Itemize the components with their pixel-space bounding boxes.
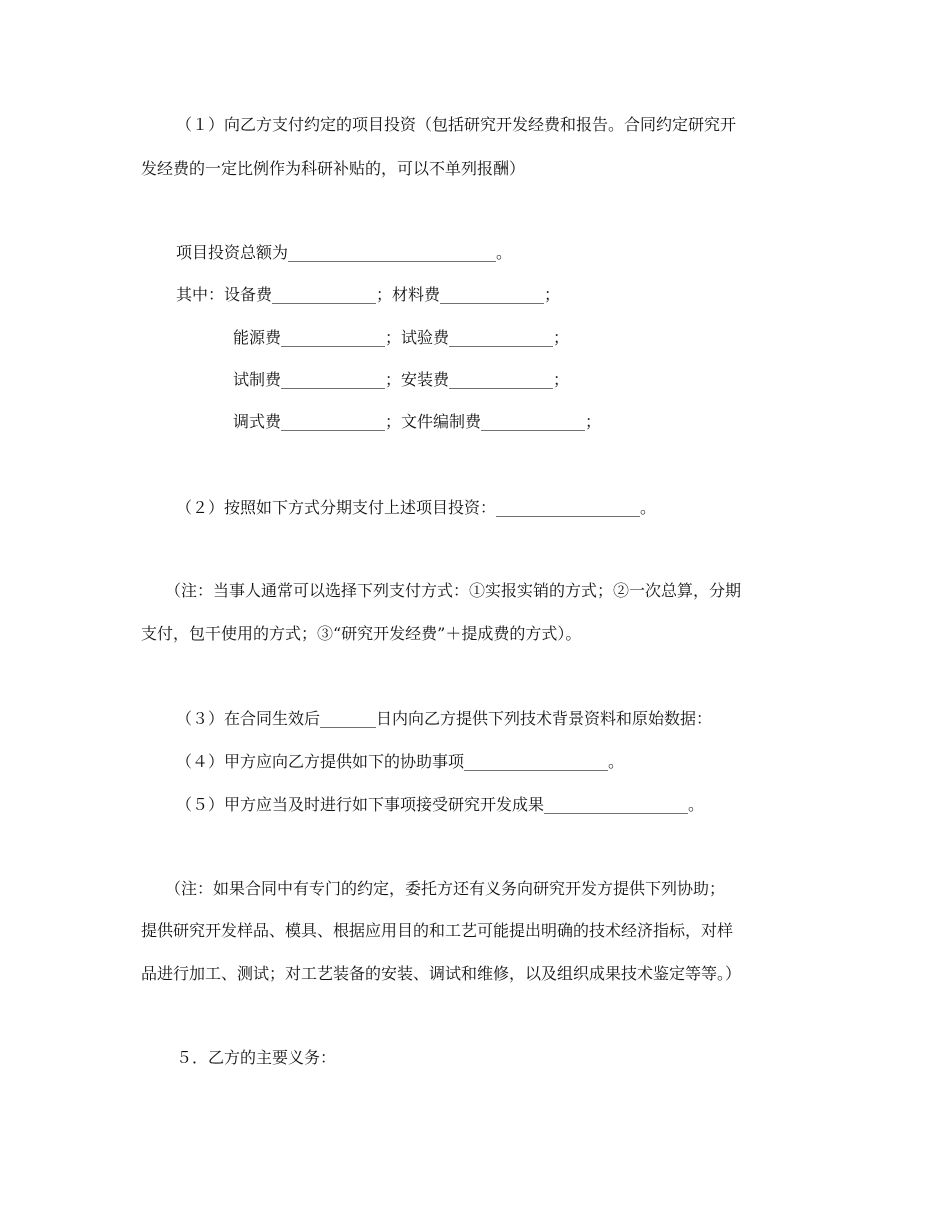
investment-row3: 试制费_____________；安装费_____________； bbox=[233, 370, 570, 389]
investment-total: 项目投资总额为__________________________。 bbox=[176, 243, 513, 262]
note1-line1: （注：当事人通常可以选择下列支付方式：①实报实销的方式；②一次总算，分期 bbox=[165, 581, 742, 600]
item-3: （３）在合同生效后_______日内向乙方提供下列技术背景资料和原始数据： bbox=[176, 709, 713, 728]
item-4: （４）甲方应向乙方提供如下的协助事项__________________。 bbox=[176, 752, 625, 771]
item-2: （２）按照如下方式分期支付上述项目投资：__________________。 bbox=[176, 498, 657, 517]
investment-row2: 能源费_____________；试验费_____________； bbox=[233, 328, 570, 347]
investment-row4: 调式费_____________；文件编制费_____________； bbox=[233, 412, 602, 431]
item-5: （５）甲方应当及时进行如下事项接受研究开发成果__________________。 bbox=[176, 795, 705, 814]
note2-line3: 品进行加工、测试；对工艺装备的安装、调试和维修，以及组织成果技术鉴定等等。） bbox=[141, 964, 742, 983]
paragraph1-line2: 发经费的一定比例作为科研补贴的，可以不单列报酬） bbox=[141, 159, 526, 178]
paragraph1-line1: （１）向乙方支付约定的项目投资（包括研究开发经费和报告。合同约定研究开 bbox=[176, 115, 737, 134]
section-5-heading: ５．乙方的主要义务： bbox=[176, 1048, 337, 1067]
note2-line2: 提供研究开发样品、模具、根据应用目的和工艺可能提出明确的技术经济指标，对样 bbox=[141, 921, 734, 940]
investment-row1: 其中：设备费_____________；材料费_____________； bbox=[176, 285, 561, 304]
note2-line1: （注：如果合同中有专门的约定，委托方还有义务向研究开发方提供下列协助； bbox=[165, 879, 726, 898]
note1-line2: 支付，包干使用的方式；③“研究开发经费”＋提成费的方式）。 bbox=[141, 624, 582, 643]
